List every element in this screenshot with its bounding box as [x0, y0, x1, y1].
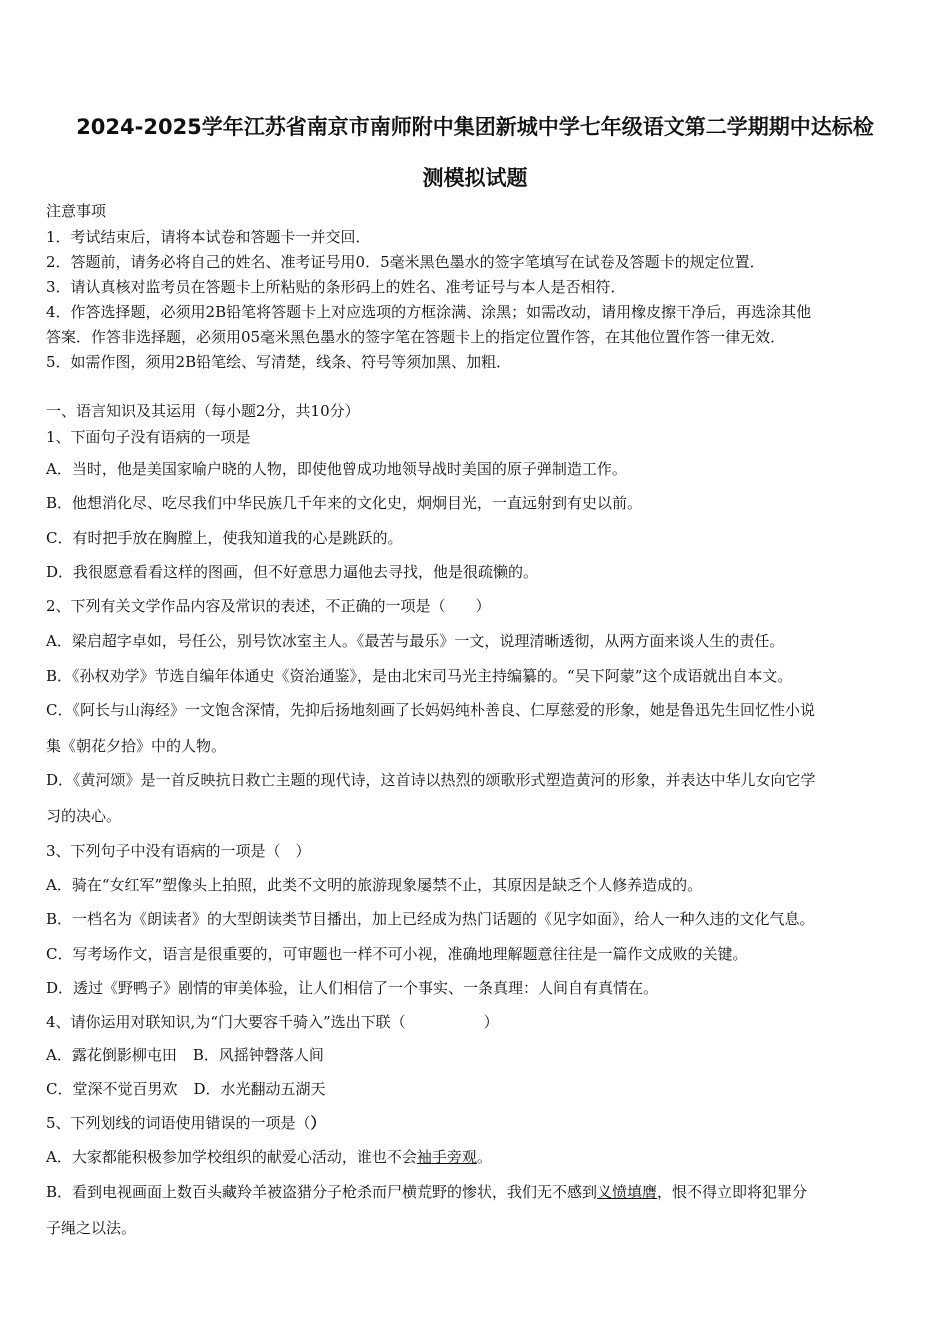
question-5-option-b-cont: 子绳之以法。 [46, 1219, 137, 1237]
question-4-stem [46, 1012, 906, 1032]
question-2-option-b: B．《孙权劝学》节选自编年体通史《资治通鉴》，是由北宋司马光主持编纂的。“吴下阿蒙”这个成语就出自本文。 [46, 667, 793, 685]
question-2-option-c-cont: 集《朝花夕拾》中的人物。 [46, 737, 227, 755]
question-1-option-a: A．当时，他是美国家喻户晓的人物，即使他曾成功地领导战时美国的原子弹制造工作。 [46, 460, 627, 478]
question-2-option-a: A．梁启超字卓如，号任公，别号饮冰室主人。《最苦与最乐》一文，说理清晰透彻，从两方面来谈人生的责任。 [46, 632, 785, 650]
question-4-stem-text: 4、请你运用对联知识,为“门大要容千骑入”选出下联（ [46, 1013, 406, 1031]
notice-item-1: 1．考试结束后，请将本试卷和答题卡一并交回． [46, 228, 371, 246]
question-5-stem-close: ） [310, 1114, 326, 1132]
question-5-option-a [46, 1147, 906, 1167]
question-4-option-b: B．风摇钟磬落人间 [192, 1046, 324, 1064]
question-4-stem-close: ） [483, 1013, 499, 1031]
question-5-option-a-end: 。 [476, 1148, 492, 1166]
underlined-phrase-a: 袖手旁观 [416, 1148, 477, 1166]
question-5-option-a-text: A．大家都能积极参加学校组织的献爱心活动，谁也不会 [46, 1148, 417, 1166]
question-1-stem: 1、下面句子没有语病的一项是 [46, 428, 251, 446]
question-4-option-c: C．堂深不觉百男欢 [46, 1080, 178, 1098]
section-heading: 一、语言知识及其运用（每小题2分，共10分） [46, 402, 360, 420]
question-3-option-d: D．透过《野鸭子》剧情的审美体验，让人们相信了一个事实、一条真理：人间自有真情在。 [46, 979, 659, 997]
question-4-option-a: A．露花倒影柳屯田 [46, 1046, 177, 1064]
question-1-option-b: B．他想消化尽、吃尽我们中华民族几千年来的文化史，炯炯目光，一直远射到有史以前。 [46, 494, 643, 512]
notice-heading: 注意事项 [46, 202, 107, 220]
question-5-stem-text: 5、下列划线的词语使用错误的一项是（ [46, 1114, 311, 1132]
notice-item-4-cont: 答案．作答非选择题，必须用05毫米黑色墨水的签字笔在答题卡上的指定位置作答，在其他位置作答一律无效． [46, 328, 786, 346]
question-3-option-a: A．骑在“女红军”塑像头上拍照，此类不文明的旅游现象屡禁不止，其原因是缺乏个人修养造成的。 [46, 876, 703, 894]
question-2-option-d: D．《黄河颂》是一首反映抗日救亡主题的现代诗，这首诗以热烈的颂歌形式塑造黄河的形象，并表达中华儿女向它学 [46, 771, 816, 789]
question-4-option-d: D．水光翻动五湖天 [193, 1080, 326, 1098]
question-2-option-c: C．《阿长与山海经》一文饱含深情，先抑后扬地刻画了长妈妈纯朴善良、仁厚慈爱的形象，她是鲁迅先生回忆性小说 [46, 701, 815, 719]
underlined-phrase-b: 义愤填膺 [597, 1183, 658, 1201]
question-5-option-b-text: B．看到电视画面上数百头藏羚羊被盗猎分子枪杀而尸横荒野的惨状，我们无不感到 [46, 1183, 598, 1201]
exam-title-line1: 2024-2025学年江苏省南京市南师附中集团新城中学七年级语文第二学期期中达标检 [76, 115, 874, 139]
notice-item-5: 5．如需作图，须用2B铅笔绘、写清楚，线条、符号等须加黑、加粗． [46, 353, 512, 371]
question-2-option-d-cont: 习的决心。 [46, 807, 122, 825]
question-2-stem: 2、下列有关文学作品内容及常识的表述，不正确的一项是（ ） [46, 597, 491, 615]
question-3-stem: 3、下列句子中没有语病的一项是（ ） [46, 842, 311, 860]
question-3-option-c: C．写考场作文，语言是很重要的，可审题也一样不可小视，准确地理解题意往往是一篇作文成败的关键。 [46, 945, 748, 963]
question-5-option-b [46, 1182, 906, 1202]
notice-item-4: 4．作答选择题，必须用2B铅笔将答题卡上对应选项的方框涂满、涂黑；如需改动，请用橡皮擦干净后，再选涂其他 [46, 303, 812, 321]
notice-item-3: 3．请认真核对监考员在答题卡上所粘贴的条形码上的姓名、准考证号与本人是否相符． [46, 278, 626, 296]
question-1-option-d: D．我很愿意看看这样的图画，但不好意思力逼他去寻找，他是很疏懒的。 [46, 563, 539, 581]
question-5-stem [46, 1113, 906, 1133]
question-4-options-row1 [46, 1045, 906, 1065]
notice-item-2: 2．答题前，请务必将自己的姓名、准考证号用0．5毫米黑色墨水的签字笔填写在试卷及答题卡的规定位置． [46, 253, 765, 271]
exam-title-line2: 测模拟试题 [422, 166, 528, 190]
question-1-option-c: C．有时把手放在胸膛上，使我知道我的心是跳跃的。 [46, 529, 403, 547]
question-3-option-b: B．一档名为《朗读者》的大型朗读类节目播出，加上已经成为热门话题的《见字如面》，给人一种久违的文化气息。 [46, 910, 815, 928]
question-5-option-b-end: ，恨不得立即将犯罪分 [657, 1183, 808, 1201]
question-4-options-row2 [46, 1079, 906, 1099]
